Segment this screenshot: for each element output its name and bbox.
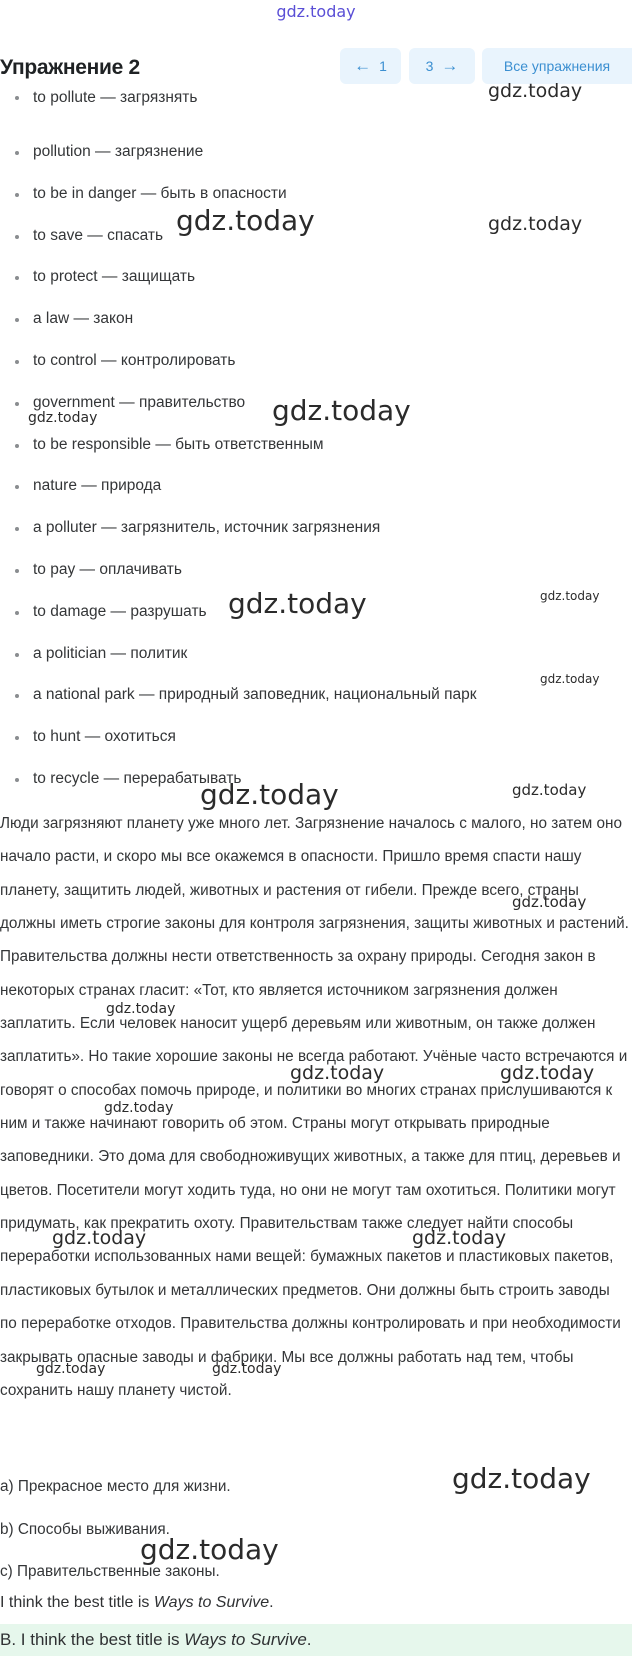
watermark: gdz.today [290,1062,385,1084]
watermark: gdz.today [104,1100,174,1116]
watermark: gdz.today [412,1227,507,1249]
vocabulary-list [0,88,632,805]
vocab-text: to control — контролировать [33,351,236,369]
list-item [0,303,632,345]
arrow-left-icon: ← [354,56,372,75]
watermark: gdz.today [512,781,587,799]
list-item [0,638,632,680]
answer-highlight-box [0,1624,632,1656]
list-item [0,345,632,387]
list-item [0,679,632,721]
vocab-text: nature — природа [33,477,162,495]
list-item [0,470,632,512]
watermark: gdz.today [212,1361,282,1377]
bullet-icon [15,778,19,782]
watermark: gdz.today [36,1361,106,1377]
vocab-text: to pollute — загрязнять [33,89,198,106]
next-exercise-label: 3 [425,58,434,74]
vocab-text: to pay — оплачивать [33,560,182,578]
bullet-icon [15,276,19,280]
vocab-text: a politician — политик [33,644,188,662]
bullet-icon [15,527,19,531]
vocab-text: to damage — разрушать [33,602,207,620]
watermark: gdz.today [540,589,600,603]
watermark: gdz.today [28,410,98,426]
bullet-icon [15,235,19,239]
vocab-text: a law — закон [33,310,134,328]
bullet-icon [15,402,19,406]
vocab-text: to protect — защищать [33,268,196,286]
option-a: a) Прекрасное место для жизни. [0,1478,231,1495]
watermark: gdz.today [272,394,411,427]
bullet-icon [15,694,19,698]
bullet-icon [15,318,19,322]
list-item [0,136,632,178]
list-item [0,429,632,471]
watermark: gdz.today [488,213,583,235]
vocab-text: a national park — природный заповедник, национальный парк [33,686,477,704]
watermark: gdz.today [200,778,339,811]
vocab-text: pollution — загрязнение [33,143,204,160]
watermark: gdz.today [512,893,587,911]
answer-box-title: Ways to Survive [184,1630,307,1649]
list-item [0,721,632,763]
all-exercises-button[interactable]: Все упражнения [482,48,632,84]
watermark: gdz.today [176,204,315,237]
answer-box-suffix: . [306,1630,312,1649]
vocab-text: government — правительство [33,393,246,411]
prev-exercise-button[interactable] [340,48,401,84]
vocab-text: to save — спасать [33,226,164,244]
watermark: gdz.today [540,672,600,686]
vocab-text: a polluter — загрязнитель, источник загрязнения [33,519,381,537]
vocab-text: to be responsible — быть ответственным [33,435,324,453]
bullet-icon [15,485,19,489]
option-c: c) Правительственные законы. [0,1563,220,1580]
answer-title: Ways to Survive [153,1594,270,1611]
translation-paragraph: Люди загрязняют планету уже много лет. Загрязнение началось с малого, но затем оно начало расти, и скоро мы все окажемся в опасности. Пришло время спасти нашу планету, защитить людей, животных и растения от гибели. Прежде всего, страны должны иметь строгие законы для контроля загрязнения, защиты животных и растений. Правительства должны нести ответственность за охрану природы. Сегодня закон в некоторых странах гласит: «Тот, кто является источником загрязнения должен заплатить. Если человек наносит ущерб деревьям или животным, он также должен заплатить». Но такие хорошие законы не всегда работают. Учёные часто встречаются и говорят о способах помочь природе, и политики во многих странах прислушиваются к ним и также начинают говорить об этом. Страны могут открывать природные заповедники. Это дома для свободноживущих животных, а также для птиц, деревьев и цветов. Посетители могут ходить туда, но они не могут там охотиться. Политики могут придумать, как прекратить охоту. Правительствам также следует найти способы переработки использованных нами вещей: бумажных пакетов и пластиковых пакетов, пластиковых бутылок и металлических предметов. Они должны быть строить заводы по переработке отходов. Правительства должны контролировать и при необходимости закрывать опасные заводы и фабрики. Мы все должны работать над тем, чтобы сохранить нашу планету чистой. [0,815,629,1399]
watermark: gdz.today [488,80,583,102]
bullet-icon [15,360,19,364]
next-exercise-button[interactable] [409,48,475,84]
bullet-icon [15,569,19,573]
page-title: Упражнение 2 [0,56,140,79]
answer-box-prefix: B. I think the best title is [0,1630,185,1649]
site-logo[interactable]: gdz.today [276,2,356,21]
watermark: gdz.today [500,1062,595,1084]
answer-suffix: . [269,1594,274,1611]
bullet-icon [15,96,19,100]
bullet-icon [15,736,19,740]
watermark: gdz.today [140,1533,279,1566]
vocab-text: to hunt — охотиться [33,728,176,746]
bullet-icon [15,653,19,657]
list-item [0,512,632,554]
bullet-icon [15,151,19,155]
answer-text [0,1594,274,1612]
watermark: gdz.today [52,1227,147,1249]
option-b: b) Способы выживания. [0,1521,170,1538]
watermark: gdz.today [228,587,367,620]
arrow-right-icon: → [441,56,459,75]
watermark: gdz.today [106,1001,176,1017]
bullet-icon [15,444,19,448]
watermark: gdz.today [452,1462,591,1495]
bullet-icon [15,193,19,197]
bullet-icon [15,611,19,615]
prev-exercise-label: 1 [379,58,387,74]
vocab-text: to recycle — перерабатывать [33,769,242,787]
answer-prefix: I think the best title is [0,1594,154,1611]
list-item [0,261,632,303]
vocab-text: to be in danger — быть в опасности [33,184,287,202]
